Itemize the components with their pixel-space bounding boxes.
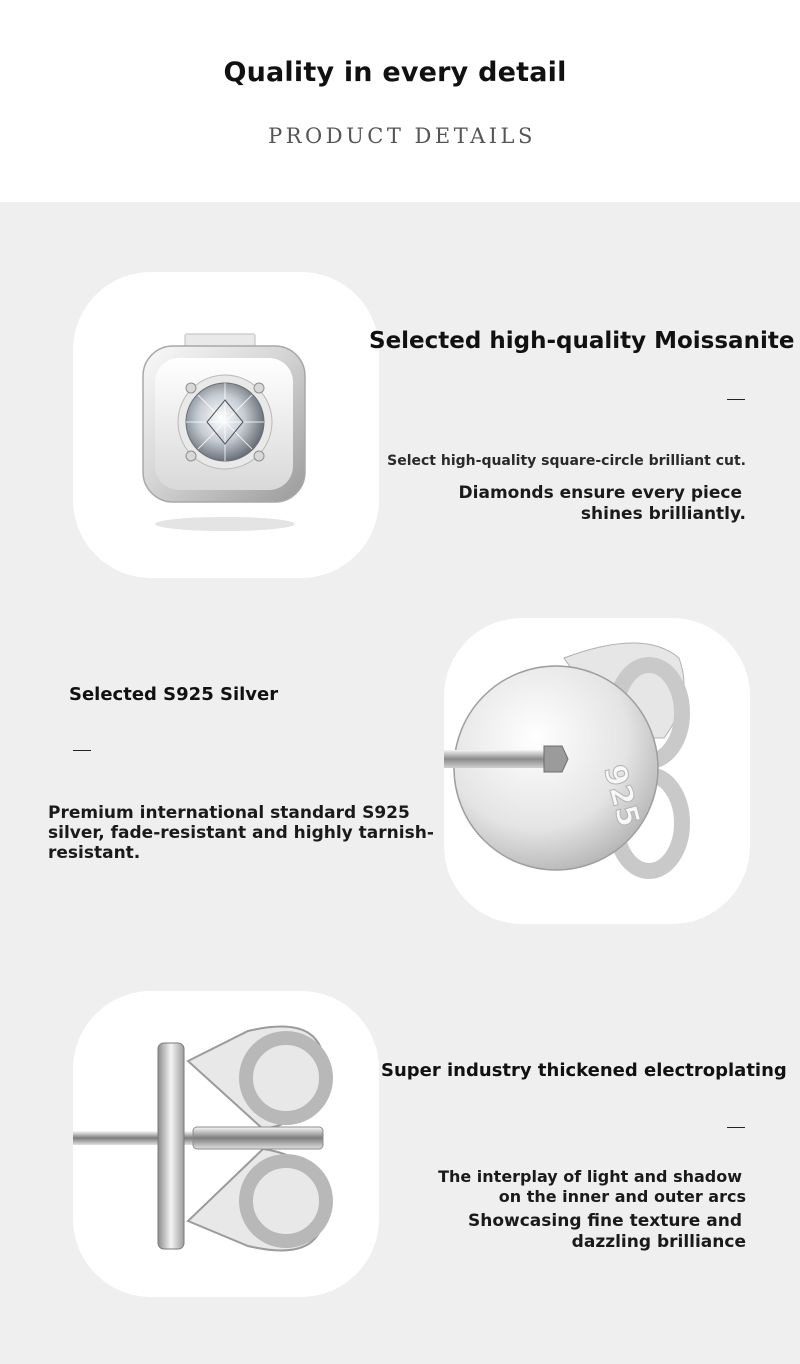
page-title: Quality in every detail <box>223 57 567 88</box>
electroplating-divider <box>727 1127 745 1128</box>
page-subtitle: PRODUCT DETAILS <box>268 124 536 148</box>
electroplating-desc-line4: dazzling brilliance <box>571 1232 746 1252</box>
moissanite-desc-line3: shines brilliantly. <box>580 504 746 524</box>
electroplating-heading: Super industry thickened electroplating <box>381 1060 787 1081</box>
silver-backing-image <box>444 618 750 924</box>
header-band <box>0 0 800 202</box>
silver-divider <box>73 750 91 751</box>
silver-desc-line2: silver, fade-resistant and highly tarnish- <box>48 823 434 843</box>
electroplating-desc-line3: Showcasing fine texture and <box>468 1211 742 1231</box>
moissanite-desc-line2: Diamonds ensure every piece <box>458 483 742 503</box>
moissanite-divider <box>727 399 745 400</box>
moissanite-desc-line1: Select high-quality square-circle brilliant cut. <box>387 453 746 469</box>
electroplating-desc-line1: The interplay of light and shadow <box>438 1167 742 1186</box>
electroplating-desc-line2: on the inner and outer arcs <box>498 1187 746 1206</box>
silver-desc-line3: resistant. <box>48 843 141 863</box>
silver-desc-line1: Premium international standard S925 <box>48 803 410 823</box>
silver-heading: Selected S925 Silver <box>69 684 279 705</box>
moissanite-product-image <box>73 272 379 578</box>
moissanite-heading: Selected high-quality Moissanite <box>369 328 795 354</box>
electroplating-product-image <box>73 991 379 1297</box>
silver-stamp: 925 <box>596 761 647 831</box>
